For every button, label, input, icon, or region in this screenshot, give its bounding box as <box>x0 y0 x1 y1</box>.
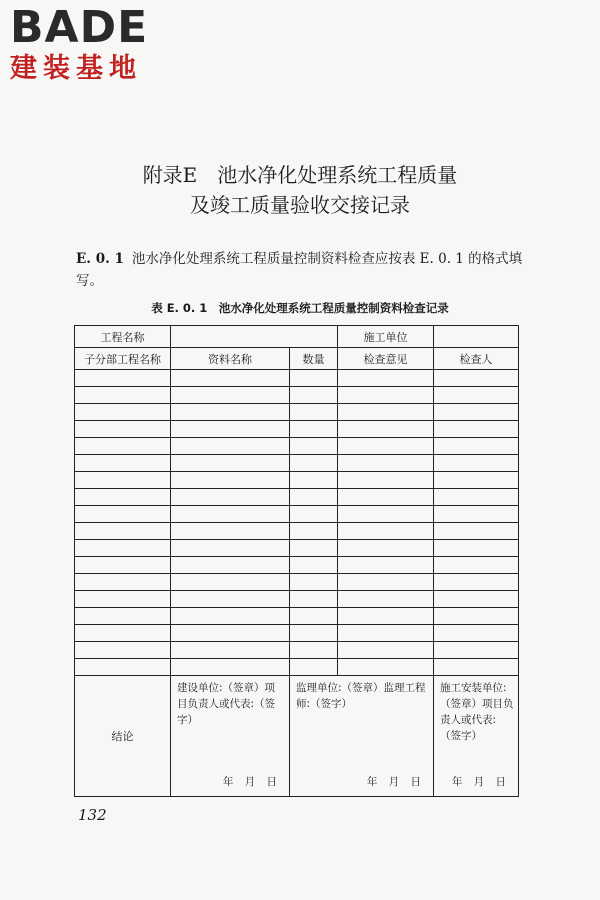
table-cell[interactable] <box>434 523 519 540</box>
table-cell[interactable] <box>171 421 290 438</box>
table-row <box>75 523 519 540</box>
table-cell[interactable] <box>290 642 338 659</box>
installer-date: 年 月 日 <box>451 776 510 788</box>
table-cell[interactable] <box>75 642 171 659</box>
table-cell[interactable] <box>290 472 338 489</box>
table-row <box>75 455 519 472</box>
table-cell[interactable] <box>290 421 338 438</box>
contractor-field[interactable] <box>434 326 519 348</box>
table-cell[interactable] <box>434 642 519 659</box>
table-cell[interactable] <box>434 387 519 404</box>
table-cell[interactable] <box>434 472 519 489</box>
col-header-quantity: 数量 <box>290 348 338 370</box>
table-cell[interactable] <box>434 421 519 438</box>
table-caption: 表 E. 0. 1 池水净化处理系统工程质量控制资料检查记录 <box>151 301 449 315</box>
table-cell[interactable] <box>290 438 338 455</box>
table-cell[interactable] <box>434 404 519 421</box>
installer-signature-text: 施工安装单位:（签章）项目负责人或代表:（签字） <box>440 682 514 742</box>
inspection-record-table <box>74 325 519 797</box>
table-cell[interactable] <box>171 404 290 421</box>
table-cell[interactable] <box>171 387 290 404</box>
col-header-opinion: 检查意见 <box>338 348 434 370</box>
table-cell[interactable] <box>171 489 290 506</box>
table-cell[interactable] <box>290 404 338 421</box>
table-row <box>75 591 519 608</box>
conclusion-label: 结论 <box>75 676 171 797</box>
table-cell[interactable] <box>171 523 290 540</box>
table-row <box>75 387 519 404</box>
table-cell[interactable] <box>338 540 434 557</box>
table-row <box>75 506 519 523</box>
table-cell[interactable] <box>338 421 434 438</box>
table-cell[interactable] <box>338 489 434 506</box>
installer-signature-cell[interactable] <box>434 676 519 797</box>
table-cell[interactable] <box>338 438 434 455</box>
table-cell[interactable] <box>171 438 290 455</box>
blank-rows <box>75 370 519 676</box>
table-row <box>75 557 519 574</box>
col-header-subpart: 子分部工程名称 <box>75 348 171 370</box>
table-cell[interactable] <box>75 387 171 404</box>
table-cell[interactable] <box>171 642 290 659</box>
project-name-field[interactable] <box>171 326 338 348</box>
table-cell[interactable] <box>75 438 171 455</box>
table-cell[interactable] <box>290 506 338 523</box>
table-cell[interactable] <box>75 540 171 557</box>
table-cell[interactable] <box>338 387 434 404</box>
clause-text: 池水净化处理系统工程质量控制资料检查应按表 E. 0. 1 的格式填写。 <box>76 251 523 289</box>
table-cell[interactable] <box>171 625 290 642</box>
table-cell[interactable] <box>75 591 171 608</box>
table-cell[interactable] <box>290 523 338 540</box>
table-cell[interactable] <box>338 608 434 625</box>
table-cell[interactable] <box>290 387 338 404</box>
table-row <box>75 370 519 387</box>
table-cell[interactable] <box>75 625 171 642</box>
table-cell[interactable] <box>171 455 290 472</box>
page-number: 132 <box>78 806 107 824</box>
table-cell[interactable] <box>75 421 171 438</box>
table-cell[interactable] <box>75 574 171 591</box>
table-cell[interactable] <box>338 506 434 523</box>
appendix-title-line1: 附录E 池水净化处理系统工程质量 <box>142 163 458 187</box>
table-cell[interactable] <box>290 608 338 625</box>
table-cell[interactable] <box>75 455 171 472</box>
table-cell[interactable] <box>290 591 338 608</box>
table-cell[interactable] <box>75 404 171 421</box>
table-cell[interactable] <box>290 659 338 676</box>
supervisor-signature-text: 监理单位:（签章）监理工程师:（签字） <box>296 682 426 710</box>
table-cell[interactable] <box>434 540 519 557</box>
table-row <box>75 489 519 506</box>
table-cell[interactable] <box>434 591 519 608</box>
table-cell[interactable] <box>290 489 338 506</box>
table-row <box>75 574 519 591</box>
project-row <box>75 326 519 348</box>
table-cell[interactable] <box>338 404 434 421</box>
table-cell[interactable] <box>434 574 519 591</box>
table-cell[interactable] <box>75 489 171 506</box>
table-cell[interactable] <box>171 506 290 523</box>
table-cell[interactable] <box>171 472 290 489</box>
supervisor-date: 年 月 日 <box>366 776 425 788</box>
table-cell[interactable] <box>75 472 171 489</box>
table-row <box>75 404 519 421</box>
table-cell[interactable] <box>75 608 171 625</box>
logo-text-cn: 建装基地 <box>10 53 142 84</box>
table-row <box>75 438 519 455</box>
project-name-label: 工程名称 <box>75 326 171 348</box>
table-cell[interactable] <box>75 370 171 387</box>
table-row <box>75 608 519 625</box>
table-cell[interactable] <box>75 659 171 676</box>
logo-text-en: BADE <box>10 2 149 53</box>
table-cell[interactable] <box>290 370 338 387</box>
table-cell[interactable] <box>338 455 434 472</box>
table-row <box>75 421 519 438</box>
clause-paragraph <box>76 248 528 292</box>
clause-number: E. 0. 1 <box>76 251 124 267</box>
table-cell[interactable] <box>290 540 338 557</box>
table-row <box>75 659 519 676</box>
table-cell[interactable] <box>171 370 290 387</box>
table-cell[interactable] <box>290 625 338 642</box>
table-cell[interactable] <box>434 557 519 574</box>
table-cell[interactable] <box>290 455 338 472</box>
table-cell[interactable] <box>75 557 171 574</box>
table-cell[interactable] <box>338 370 434 387</box>
table-cell[interactable] <box>434 438 519 455</box>
table-cell[interactable] <box>338 659 434 676</box>
table-cell[interactable] <box>171 557 290 574</box>
contractor-label: 施工单位 <box>338 326 434 348</box>
table-cell[interactable] <box>171 591 290 608</box>
bade-logo <box>10 4 148 84</box>
column-header-row <box>75 348 519 370</box>
table-cell[interactable] <box>338 591 434 608</box>
table-cell[interactable] <box>434 659 519 676</box>
owner-date: 年 月 日 <box>222 776 281 788</box>
table-cell[interactable] <box>75 523 171 540</box>
supervisor-signature-cell[interactable] <box>290 676 434 797</box>
col-header-inspector: 检查人 <box>434 348 519 370</box>
table-cell[interactable] <box>434 608 519 625</box>
col-header-document: 资料名称 <box>171 348 290 370</box>
table-cell[interactable] <box>338 625 434 642</box>
table-cell[interactable] <box>171 574 290 591</box>
table-cell[interactable] <box>171 540 290 557</box>
table-cell[interactable] <box>434 370 519 387</box>
owner-signature-text: 建设单位:（签章）项目负责人或代表:（签字） <box>177 682 276 726</box>
table-cell[interactable] <box>338 642 434 659</box>
appendix-title-line2: 及竣工质量验收交接记录 <box>190 193 410 217</box>
table-row <box>75 625 519 642</box>
table-cell[interactable] <box>434 506 519 523</box>
table-cell[interactable] <box>75 506 171 523</box>
table-row <box>75 540 519 557</box>
table-cell[interactable] <box>434 489 519 506</box>
table-cell[interactable] <box>171 659 290 676</box>
table-cell[interactable] <box>171 608 290 625</box>
table-cell[interactable] <box>434 455 519 472</box>
owner-signature-cell[interactable] <box>171 676 290 797</box>
table-cell[interactable] <box>338 574 434 591</box>
table-cell[interactable] <box>338 523 434 540</box>
conclusion-row <box>75 676 519 797</box>
table-cell[interactable] <box>290 574 338 591</box>
table-cell[interactable] <box>290 557 338 574</box>
table-cell[interactable] <box>338 472 434 489</box>
table-cell[interactable] <box>434 625 519 642</box>
table-row <box>75 472 519 489</box>
table-cell[interactable] <box>338 557 434 574</box>
table-row <box>75 642 519 659</box>
